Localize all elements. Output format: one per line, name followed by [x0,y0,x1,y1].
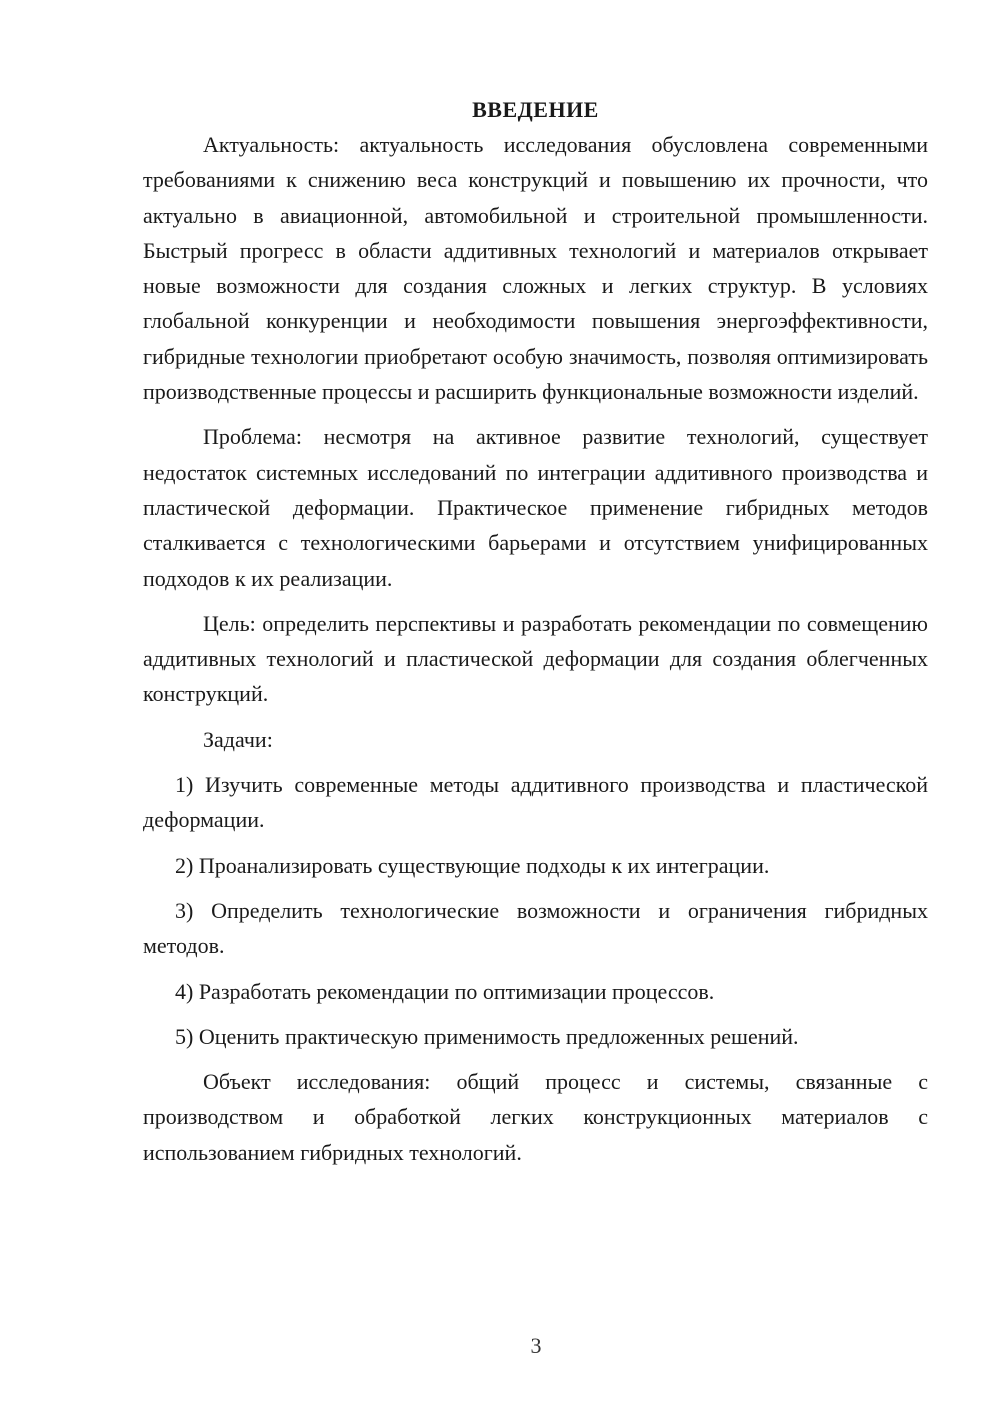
task-item-3: 3) Определить технологические возможности и ограничения гибридных методов. [143,897,928,959]
paragraph-gap [143,712,928,722]
paragraph-gap [143,883,928,893]
object-paragraph: Объект исследования: общий процесс и системы, связанные с производством и обработкой легких конструкционных материалов с использованием гибридных технологий. [143,1069,928,1165]
goal-paragraph: Цель: определить перспективы и разработать рекомендации по совмещению аддитивных технологий и пластической деформации для создания облегченных конструкций. [143,610,928,707]
document-page [143,92,928,1170]
paragraph-gap [143,964,928,974]
relevance-paragraph: Актуальность: актуальность исследования обусловлена современными требованиями к снижению веса конструкций и повышению их прочности, что актуально в авиационной, автомобильной и строительной промышленности. Быстрый прогресс в области аддитивных технологий и материалов открывает новые возможности для создания сложных и легких структур. В условиях глобальной конкуренции и необходимости повышения энергоэффективности, гибридные технологии приобретают особую значимость, позволяя оптимизировать производственные процессы и расширить функциональные возможности изделий. [143,132,928,405]
paragraph-gap [143,1054,928,1064]
task-item-2: 2) Проанализировать существующие подходы к их интеграции. [175,852,770,878]
task-item-5: 5) Оценить практическую применимость предложенных решений. [175,1023,799,1049]
paragraph-gap [143,838,928,848]
task-item-1: 1) Изучить современные методы аддитивного производства и пластической деформации. [143,772,928,833]
problem-paragraph: Проблема: несмотря на активное развитие технологий, существует недостаток системных исследований по интеграции аддитивного производства и пластической деформации. Практическое применение гибридных методов сталкивается с технологическими барьерами и отсутствием унифицированных подходов к их реализации. [143,424,928,591]
page-title: ВВЕДЕНИЕ [472,97,599,122]
paragraph-gap [143,409,928,419]
paragraph-gap [143,596,928,606]
paragraph-gap [143,757,928,767]
paragraph-gap [143,1009,928,1019]
tasks-heading: Задачи: [203,726,273,752]
page-number: 3 [530,1333,542,1358]
task-item-4: 4) Разработать рекомендации по оптимизации процессов. [175,978,715,1004]
